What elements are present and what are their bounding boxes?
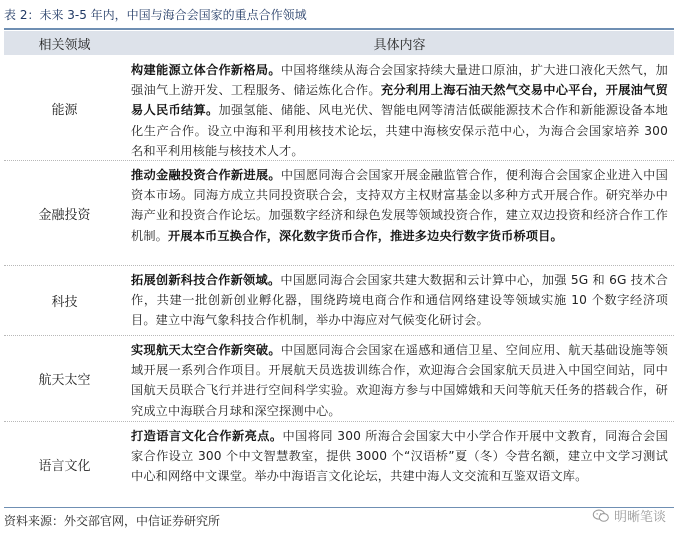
row-label-finance: 金融投资 [38, 207, 91, 223]
highlight-text: 开展本币互换合作，深化数字货币合作，推进多边央行数字货币桥项目。 [168, 228, 563, 243]
header-col-domain: 相关领域 [38, 38, 91, 53]
table-bottom-rule [4, 507, 674, 508]
highlight-text: 打造语言文化合作新亮点。 [131, 429, 283, 443]
body-text: 中国愿同海合会国家共建大数据和云计算中心，加强 5G 和 6G 技术合作，共建一批创新创业孵化器，围绕跨境电商合作和通信网络建设等领域实施 10 个数字经济项目。建立中海气象科技合作机制，举办中海应对气候变化研讨会。 [131, 273, 668, 328]
body-text: 中国将继续从海合会国家持续大量进口原油，扩大进口液化天然气，加强油气上游开发、工程服务、储运炼化合作。 [131, 63, 668, 98]
table-row [4, 336, 674, 422]
row-content [131, 165, 668, 246]
source-note: 资料来源：外交部官网，中信证券研究所 [4, 514, 221, 528]
body-text: 加强氢能、储能、风电光伏、智能电网等清洁低碳能源技术合作和新能源设备本地化生产合作。设立中海和平利用核技术论坛，共建中海核安保示范中心，为海合会国家培养 300 名和平利用核能与核技术人才。 [131, 103, 668, 158]
row-label-energy: 能源 [51, 102, 78, 118]
row-content [131, 270, 668, 331]
highlight-text: 推动金融投资合作新进展。 [131, 168, 281, 182]
row-content [131, 426, 668, 487]
highlight-text: 实现航天太空合作新突破。 [131, 343, 281, 357]
table-row [4, 266, 674, 336]
watermark-text: 明晰笔谈 [613, 510, 666, 525]
table-row [4, 161, 674, 266]
table-row [4, 422, 674, 507]
header-col-content: 具体内容 [373, 38, 426, 53]
table-row [4, 56, 674, 161]
body-text: 中国愿同海合会国家开展金融监管合作，便利海合会国家企业进入中国资本市场。同海方成立共同投资联合会，支持双方主权财富基金以多种方式开展合作。研究举办中海产业和投资合作论坛。加强数字经济和绿色发展等领域投资合作，建立双边投资和经济合作工作机制。 [131, 168, 668, 243]
row-content [131, 60, 668, 161]
highlight-text: 充分利用上海石油天然气交易中心平台，开展油气贸易人民币结算。 [131, 83, 669, 118]
body-text: 中国愿同海合会国家在遥感和通信卫星、空间应用、航天基础设施等领域开展一系列合作项目。开展航天员选拔训练合作，欢迎海合会国家航天员进入中国空间站，同中国航天员联合飞行并进行空间科学实验。欢迎海方参与中国嫦娥和天问等航天任务的搭载合作，研究成立中海联合月球和深空探测中心。 [131, 343, 668, 418]
row-label-aerospace: 航天太空 [38, 373, 91, 388]
wechat-icon [592, 509, 610, 523]
row-content [131, 340, 668, 421]
highlight-text: 构建能源立体合作新格局。 [131, 63, 281, 77]
body-text: 中国将同 300 所海合会国家大中小学合作开展中文教育，同海合会国家合作设立 300 个中文智慧教室，提供 3000 个“汉语桥”夏（冬）令营名额，建立中文学习测试中心和网络中文课堂。举办中海语言文化论坛，共建中海人文交流和互鉴双语文库。 [131, 429, 668, 484]
watermark [592, 506, 666, 525]
table-header [4, 31, 674, 55]
table-top-rule [4, 28, 674, 30]
highlight-text: 拓展创新科技合作新领域。 [131, 273, 281, 287]
row-label-tech: 科技 [51, 295, 78, 310]
table-caption: 表 2：未来 3-5 年内，中国与海合会国家的重点合作领域 [4, 8, 307, 22]
row-label-culture: 语言文化 [38, 459, 91, 474]
